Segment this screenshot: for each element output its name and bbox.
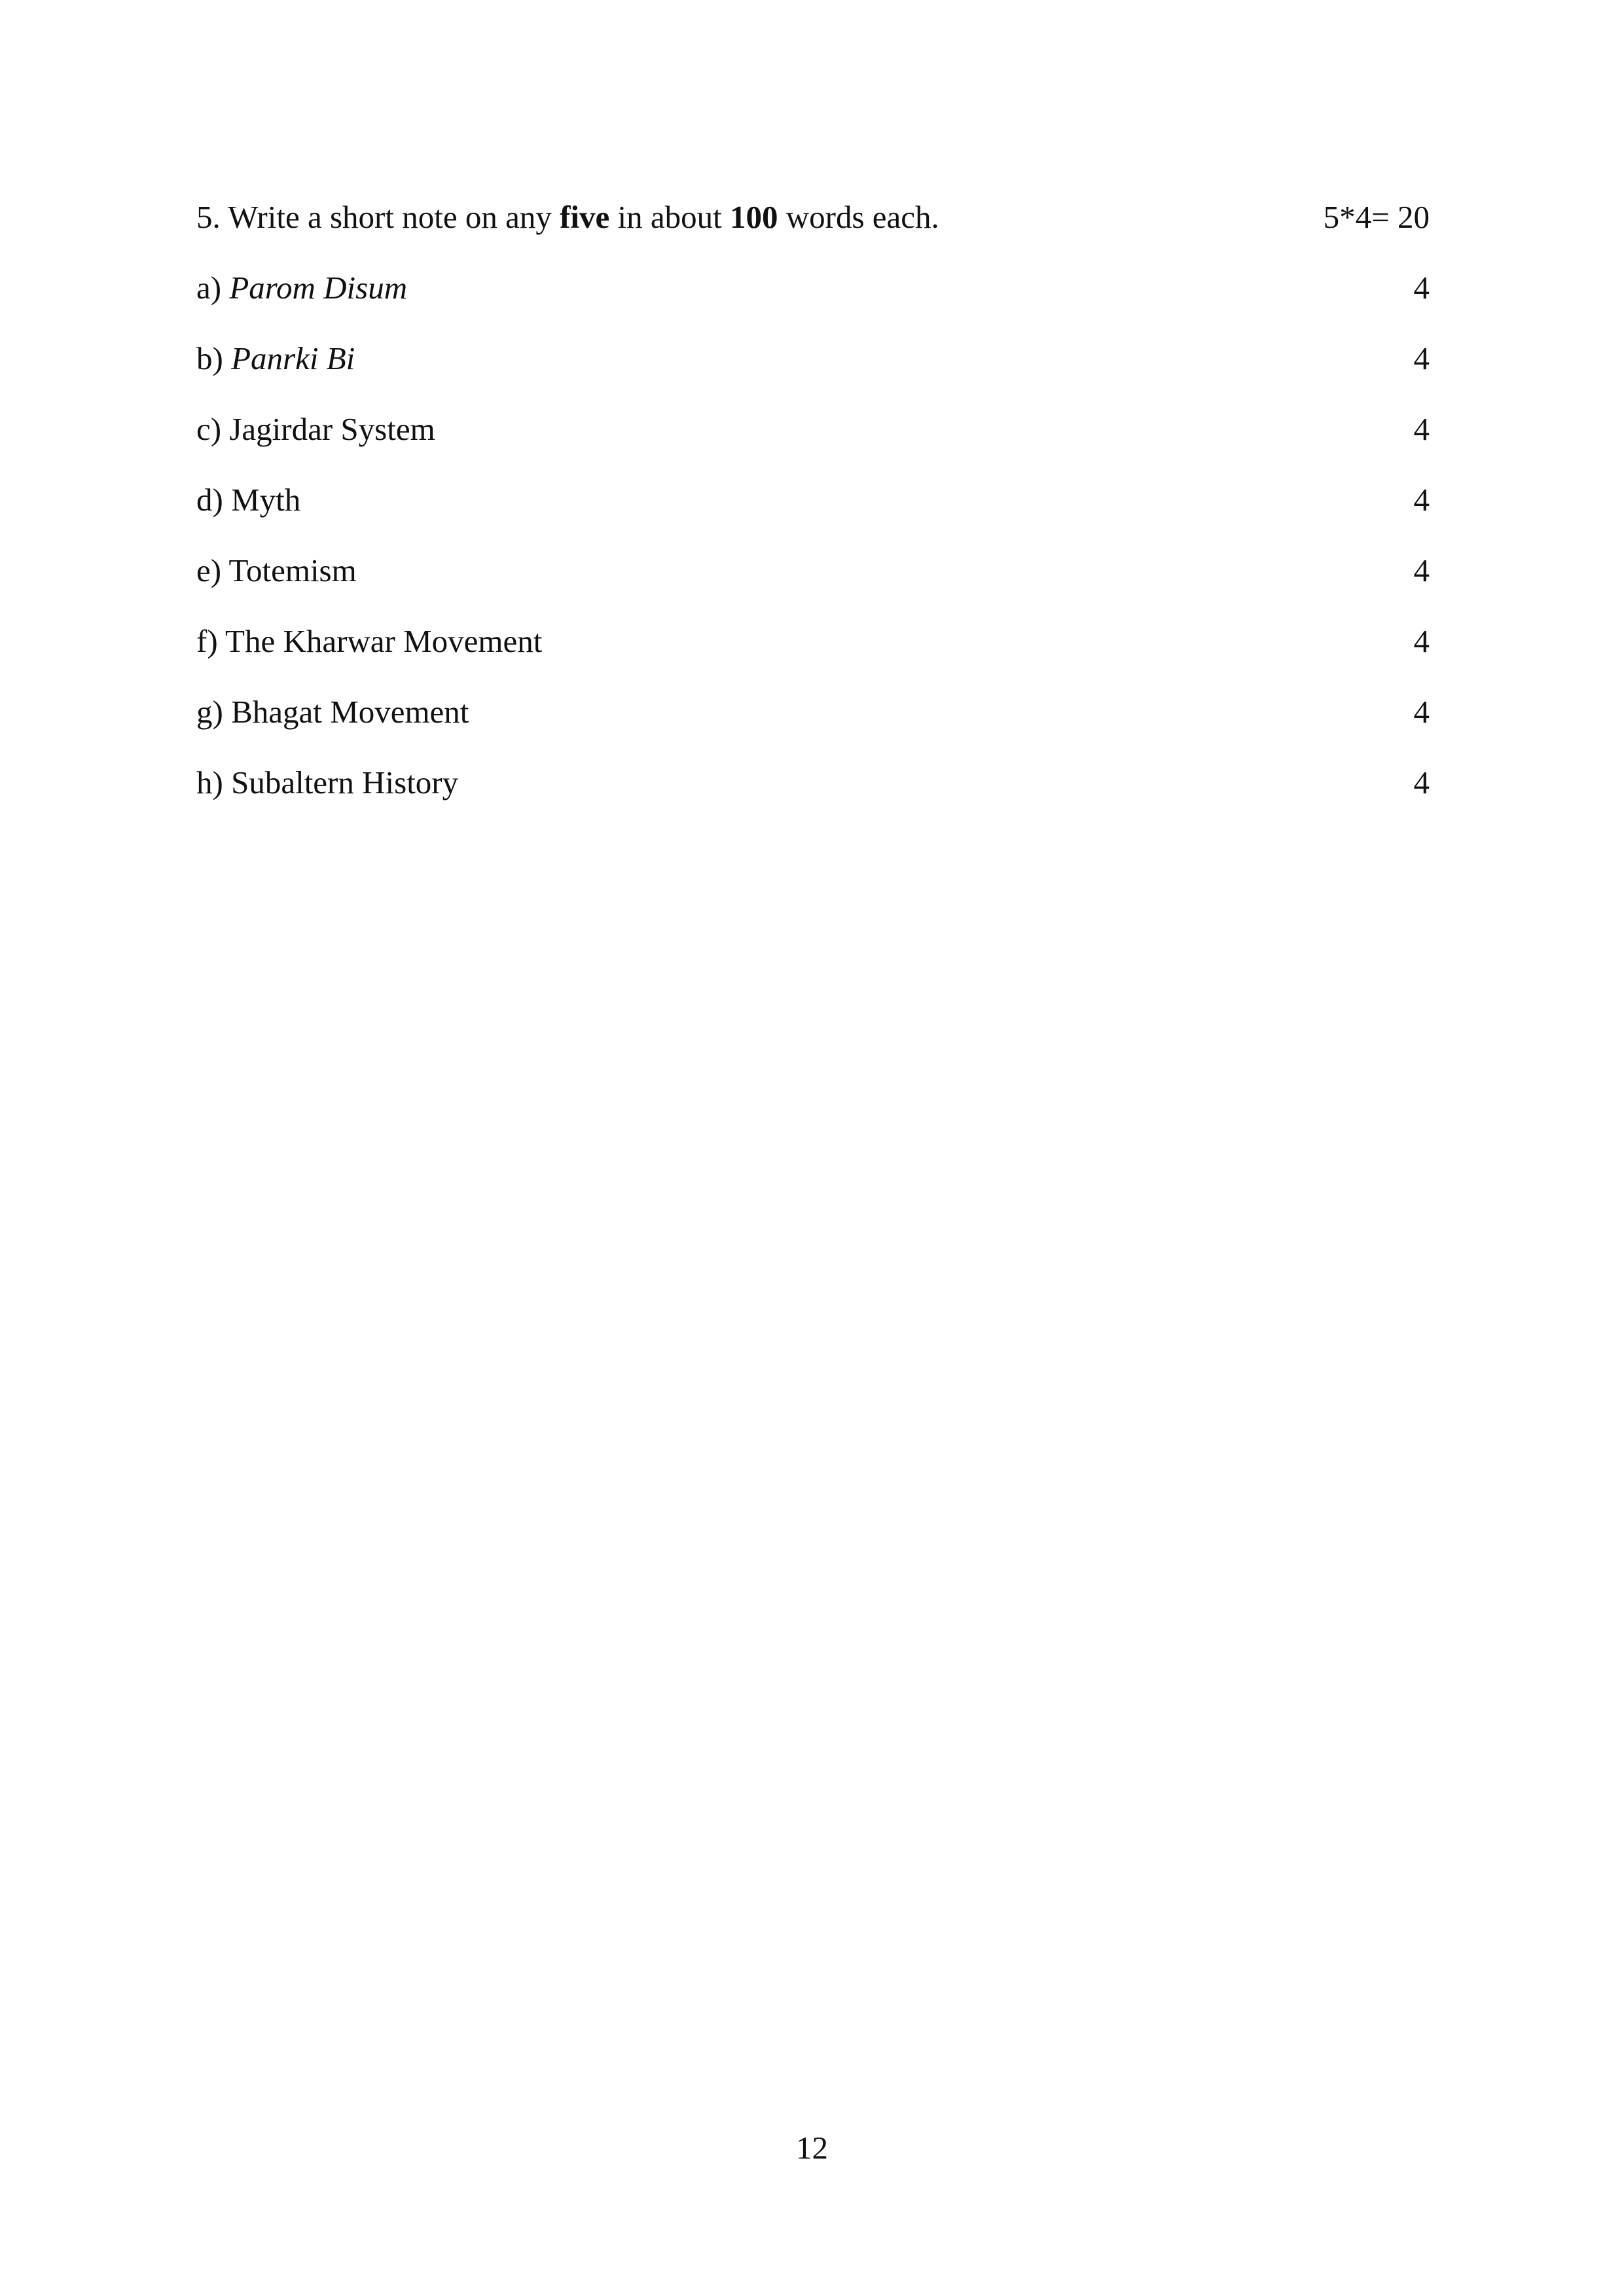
list-item [196, 403, 1430, 474]
item-title: Totemism [228, 552, 357, 588]
item-marks: 4 [1413, 270, 1430, 306]
prompt-text-1: Write a short note on any [228, 199, 552, 235]
question-number: 5. [196, 199, 221, 235]
question-5 [196, 191, 1430, 827]
item-text [196, 403, 435, 456]
item-title: Jagirdar System [229, 411, 435, 447]
item-marks: 4 [1413, 552, 1430, 588]
prompt-emphasis-count: five [560, 199, 610, 235]
total-marks: 5*4= 20 [1323, 199, 1430, 235]
item-marks: 4 [1413, 482, 1430, 518]
item-title: The Kharwar Movement [225, 623, 543, 659]
item-title: Myth [231, 482, 301, 518]
list-item [196, 757, 1430, 827]
item-label: d) [196, 482, 223, 518]
page-number: 12 [796, 2130, 828, 2166]
question-prompt [196, 191, 939, 243]
list-item [196, 615, 1430, 686]
item-label: a) [196, 270, 222, 306]
item-label: c) [196, 411, 222, 447]
item-text [196, 757, 458, 809]
item-title: Parom Disum [229, 270, 408, 306]
item-marks: 4 [1413, 623, 1430, 659]
list-item [196, 686, 1430, 757]
prompt-text-2: in about [617, 199, 722, 235]
item-label: b) [196, 340, 223, 376]
item-label: h) [196, 764, 223, 800]
item-text [196, 545, 357, 597]
list-item [196, 474, 1430, 545]
item-text [196, 686, 469, 738]
item-marks: 4 [1413, 411, 1430, 447]
item-text [196, 332, 355, 385]
item-title: Panrki Bi [231, 340, 355, 376]
item-label: f) [196, 623, 218, 659]
item-text [196, 262, 407, 314]
question-prompt-row [196, 191, 1430, 262]
item-text [196, 474, 300, 526]
item-marks: 4 [1413, 764, 1430, 800]
item-text [196, 615, 542, 668]
list-item [196, 262, 1430, 332]
item-title: Bhagat Movement [231, 694, 469, 730]
list-item [196, 332, 1430, 403]
item-marks: 4 [1413, 694, 1430, 730]
item-label: g) [196, 694, 223, 730]
item-label: e) [196, 552, 222, 588]
list-item [196, 545, 1430, 615]
item-marks: 4 [1413, 340, 1430, 376]
prompt-text-3: words each. [785, 199, 939, 235]
item-title: Subaltern History [231, 764, 459, 800]
prompt-emphasis-words: 100 [730, 199, 778, 235]
